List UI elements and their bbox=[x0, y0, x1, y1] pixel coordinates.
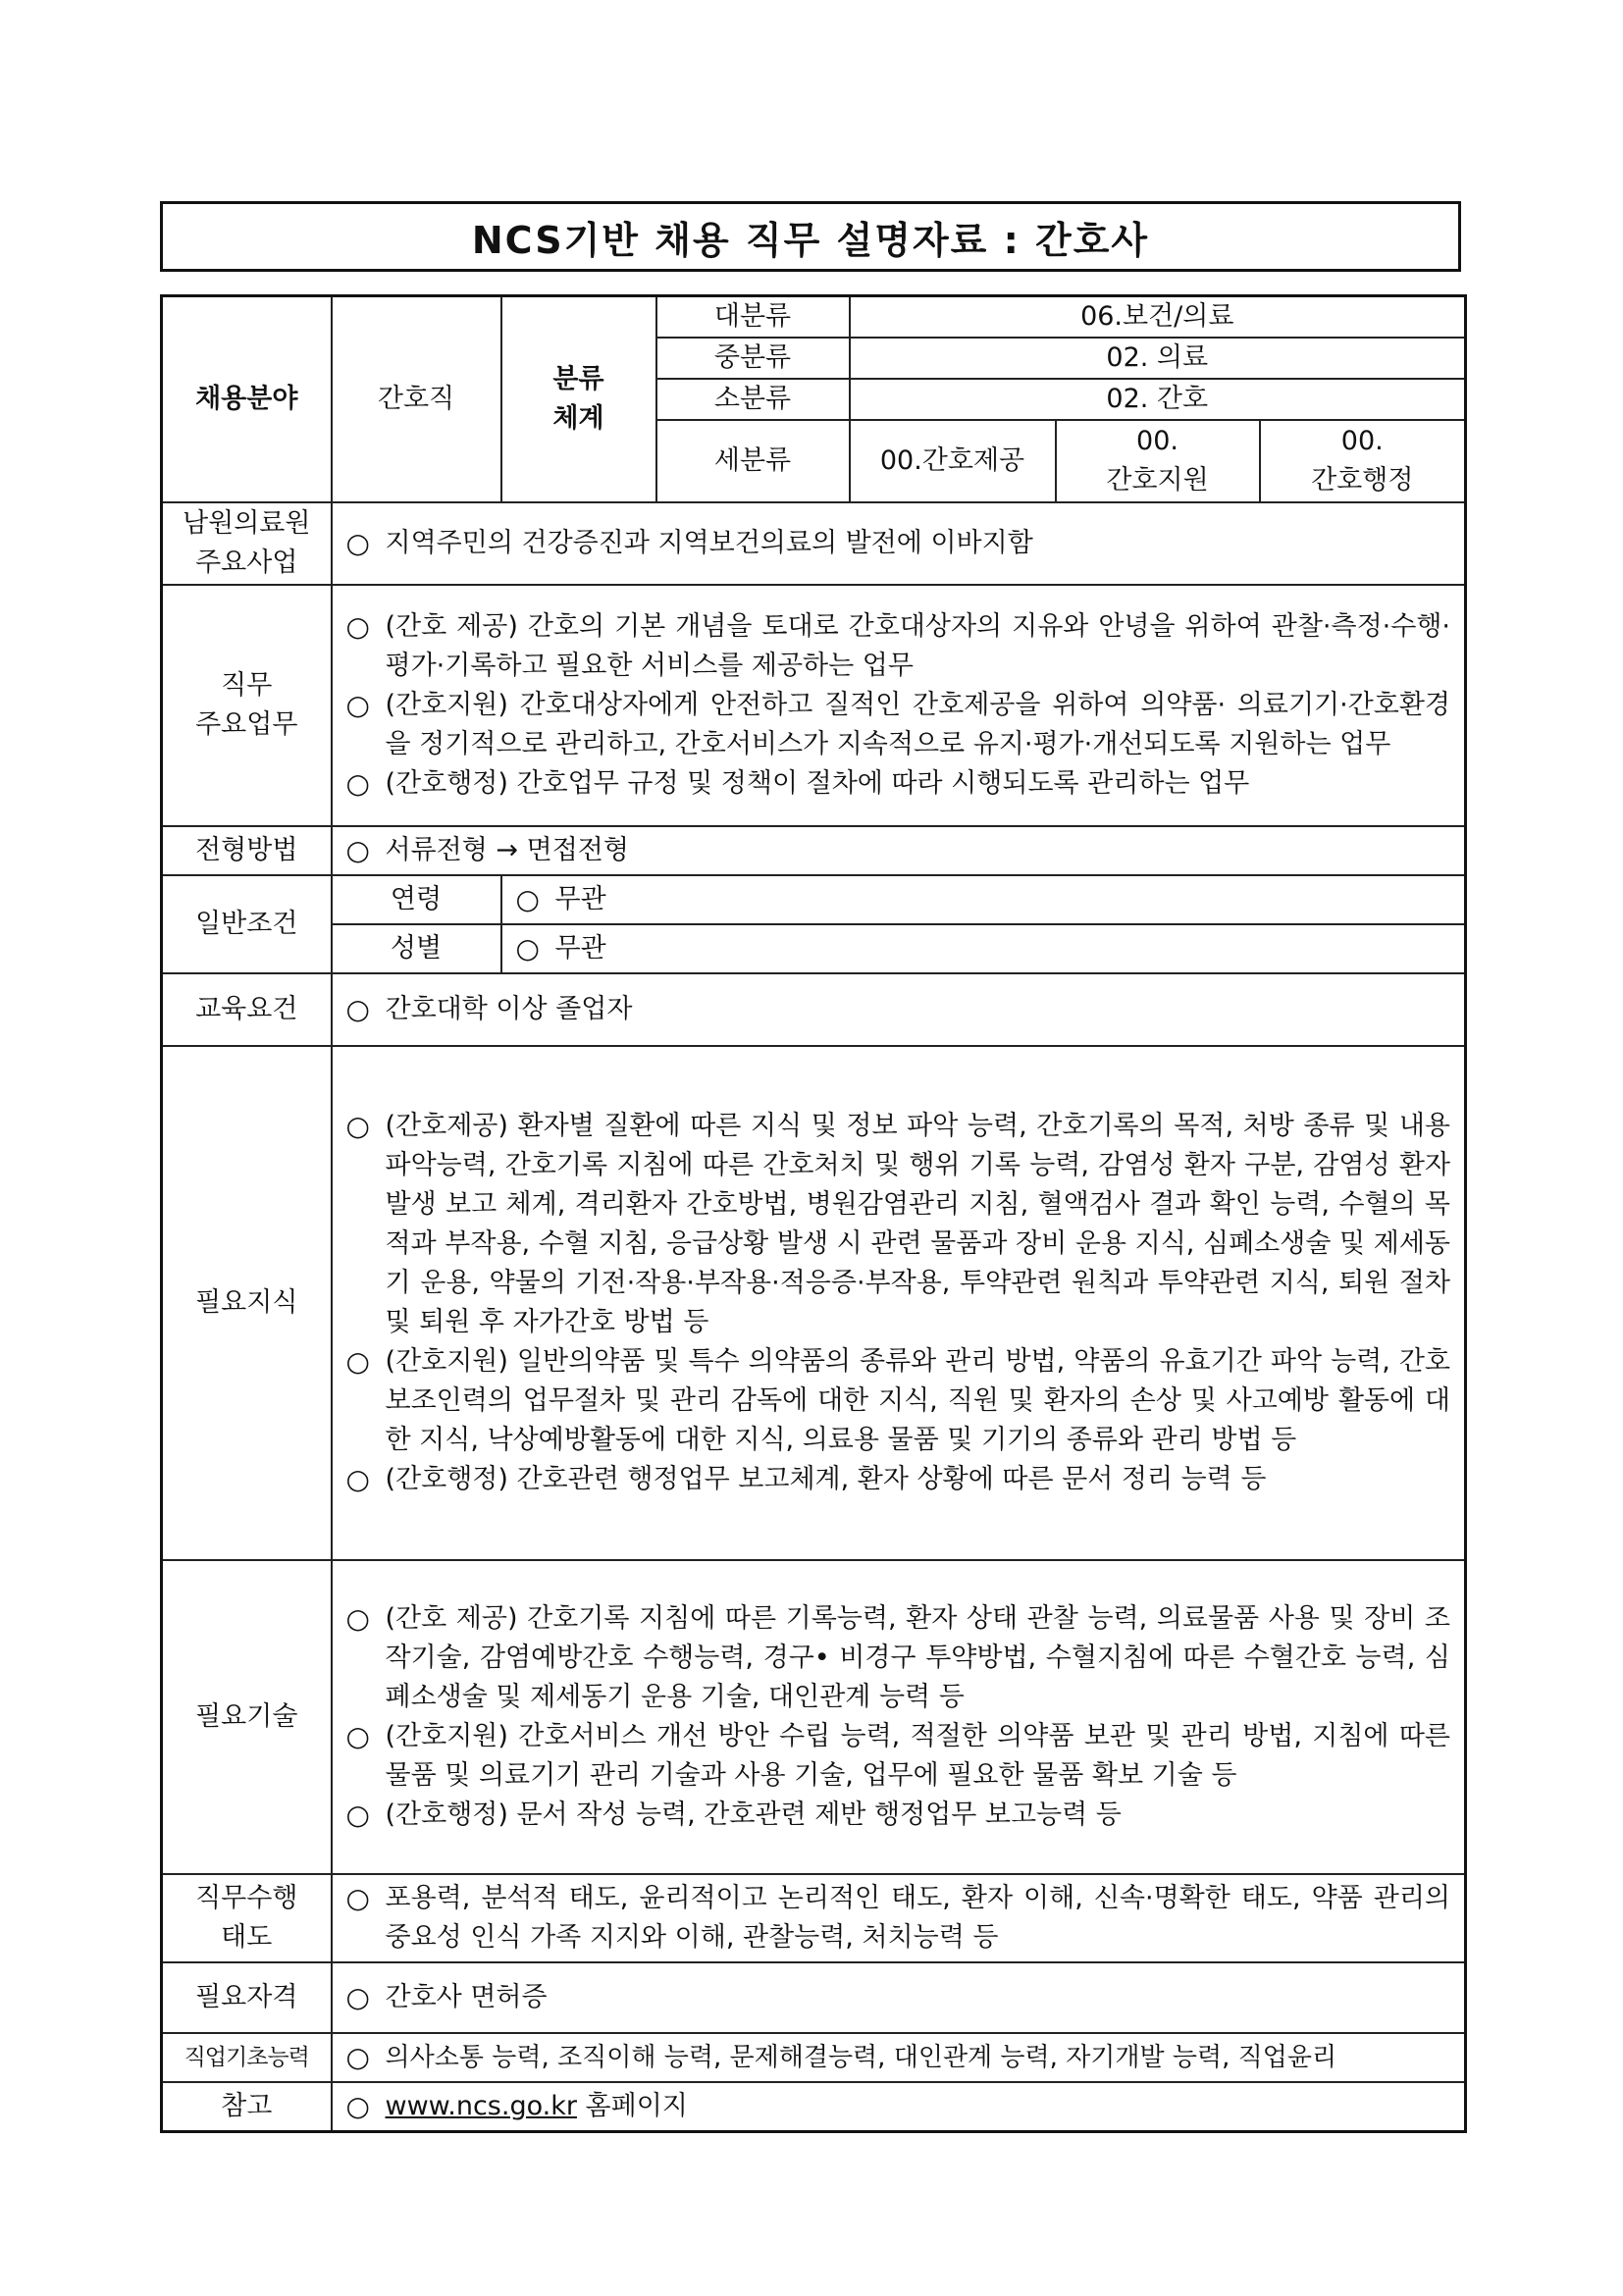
bullet-icon: ○ bbox=[345, 1799, 370, 1831]
list-item: ○ (간호지원) 간호대상자에게 안전하고 질적인 간호제공을 위하여 의약품· 의료기기·간호환경을 정기적으로 관리하고, 간호서비스가 지속적으로 유지·평가·개선되도록 지원하는 업무 bbox=[346, 686, 1451, 764]
bullet-icon: ○ bbox=[345, 1720, 370, 1752]
bullet-icon: ○ bbox=[345, 993, 370, 1025]
bullet-icon: ○ bbox=[345, 689, 370, 721]
general-conditions-label: 일반조건 bbox=[162, 875, 332, 973]
bullet-icon: ○ bbox=[345, 1981, 370, 2013]
bullet-icon: ○ bbox=[345, 1882, 370, 1914]
selection-label: 전형방법 bbox=[162, 826, 332, 875]
bullet-icon: ○ bbox=[345, 610, 370, 643]
list-item: ○ (간호행정) 간호관련 행정업무 보고체계, 환자 상황에 따른 문서 정리 능력 등 bbox=[346, 1460, 1451, 1499]
age-value: ○ 무관 bbox=[501, 875, 1466, 924]
sub-class-label: 세분류 bbox=[656, 420, 850, 502]
bullet-icon: ○ bbox=[345, 1463, 370, 1495]
reference-label: 참고 bbox=[162, 2082, 332, 2132]
classification-system-label: 분류 체계 bbox=[501, 296, 656, 503]
duties-content bbox=[332, 585, 1466, 826]
sub-class-nursing-support: 00. 간호지원 bbox=[1056, 420, 1260, 502]
attitude-label: 직무수행 태도 bbox=[162, 1874, 332, 1962]
selection-content: ○ 서류전형 → 면접전형 bbox=[332, 826, 1466, 875]
list-item: ○ (간호지원) 일반의약품 및 특수 의약품의 종류와 관리 방법, 약품의 유효기간 파악 능력, 간호보조인력의 업무절차 및 관리 감독에 대한 지식, 직원 및 환자의 손상 및 사고예방 활동에 대한 지식, 낙상예방활동에 대한 지식, 의료용 물품 및 기기의 종류와 관리 방법 등 bbox=[346, 1342, 1451, 1460]
sub-class-nursing-provision: 00.간호제공 bbox=[850, 420, 1056, 502]
bullet-icon: ○ bbox=[345, 1110, 370, 1142]
ncs-website-link[interactable]: www.ncs.go.kr bbox=[385, 2091, 577, 2121]
bullet-icon: ○ bbox=[345, 2041, 370, 2073]
knowledge-label: 필요지식 bbox=[162, 1046, 332, 1560]
attitude-content: ○ 포용력, 분석적 태도, 윤리적이고 논리적인 태도, 환자 이해, 신속·명확한 태도, 약품 관리의 중요성 인식 가족 지지와 이해, 관찰능력, 처치능력 등 bbox=[332, 1874, 1466, 1962]
basic-competency-label: 직업기초능력 bbox=[162, 2033, 332, 2082]
reference-content bbox=[332, 2082, 1466, 2132]
bullet-icon: ○ bbox=[345, 1345, 370, 1378]
list-item: ○ (간호행정) 간호업무 규정 및 정책이 절차에 따라 시행되도록 관리하는 업무 bbox=[346, 764, 1451, 804]
sub-class-nursing-admin: 00. 간호행정 bbox=[1260, 420, 1466, 502]
list-item: ○ (간호제공) 환자별 질환에 따른 지식 및 정보 파악 능력, 간호기록의 목적, 처방 종류 및 내용 파악능력, 간호기록 지침에 따른 간호처치 및 행위 기록 능력, 감염성 환자 구분, 감염성 환자 발생 보고 체계, 격리환자 간호방법, 병원감염관리 지침, 혈액검사 결과 확인 능력, 수혈의 목적과 부작용, 수혈 지침, 응급상황 발생 시 관련 물품과 장비 운용 지식, 심폐소생술 및 제세동기 운용, 약물의 기전·작용·부작용·적응증·부작용, 투약관련 원칙과 투약관련 지식, 퇴원 절차 및 퇴원 후 자가간호 방법 등 bbox=[346, 1107, 1451, 1342]
bullet-icon: ○ bbox=[345, 2090, 370, 2122]
license-content: ○ 간호사 면허증 bbox=[332, 1962, 1466, 2033]
bullet-icon: ○ bbox=[345, 1602, 370, 1635]
education-label: 교육요건 bbox=[162, 973, 332, 1046]
education-content: ○ 간호대학 이상 졸업자 bbox=[332, 973, 1466, 1046]
duties-label: 직무 주요업무 bbox=[162, 585, 332, 826]
knowledge-content bbox=[332, 1046, 1466, 1560]
bullet-icon: ○ bbox=[345, 767, 370, 800]
recruit-field-value: 간호직 bbox=[332, 296, 501, 503]
license-label: 필요자격 bbox=[162, 1962, 332, 2033]
skills-content bbox=[332, 1560, 1466, 1874]
middle-class-label: 중분류 bbox=[656, 338, 850, 379]
recruit-field-label: 채용분야 bbox=[162, 296, 332, 503]
major-class-value: 06.보건/의료 bbox=[850, 296, 1466, 339]
bullet-icon: ○ bbox=[515, 883, 540, 915]
reference-suffix: 홈페이지 bbox=[576, 2091, 688, 2121]
list-item: ○ (간호행정) 문서 작성 능력, 간호관련 제반 행정업무 보고능력 등 bbox=[346, 1796, 1451, 1835]
age-label: 연령 bbox=[332, 875, 501, 924]
bullet-icon: ○ bbox=[345, 834, 370, 866]
minor-class-value: 02. 간호 bbox=[850, 379, 1466, 420]
main-business-label: 남원의료원 주요사업 bbox=[162, 502, 332, 585]
middle-class-value: 02. 의료 bbox=[850, 338, 1466, 379]
skills-label: 필요기술 bbox=[162, 1560, 332, 1874]
bullet-icon: ○ bbox=[345, 527, 370, 559]
gender-value: ○ 무관 bbox=[501, 924, 1466, 973]
bullet-icon: ○ bbox=[515, 932, 540, 965]
minor-class-label: 소분류 bbox=[656, 379, 850, 420]
list-item: ○ (간호 제공) 간호의 기본 개념을 토대로 간호대상자의 지유와 안녕을 위하여 관찰·측정·수행·평가·기록하고 필요한 서비스를 제공하는 업무 bbox=[346, 607, 1451, 686]
job-description-table bbox=[160, 294, 1467, 2133]
list-item: ○ (간호지원) 간호서비스 개선 방안 수립 능력, 적절한 의약품 보관 및 관리 방법, 지침에 따른 물품 및 의료기기 관리 기술과 사용 기술, 업무에 필요한 물품 확보 기술 등 bbox=[346, 1717, 1451, 1796]
list-item: ○ (간호 제공) 간호기록 지침에 따른 기록능력, 환자 상태 관찰 능력, 의료물품 사용 및 장비 조작기술, 감염예방간호 수행능력, 경구• 비경구 투약방법, 수혈지침에 따른 수혈간호 능력, 심폐소생술 및 제세동기 운용 기술, 대인관계 능력 등 bbox=[346, 1599, 1451, 1717]
major-class-label: 대분류 bbox=[656, 296, 850, 339]
main-business-content: ○ 지역주민의 건강증진과 지역보건의료의 발전에 이바지함 bbox=[332, 502, 1466, 585]
basic-competency-content: ○ 의사소통 능력, 조직이해 능력, 문제해결능력, 대인관계 능력, 자기개발 능력, 직업윤리 bbox=[332, 2033, 1466, 2082]
gender-label: 성별 bbox=[332, 924, 501, 973]
page-title: NCS기반 채용 직무 설명자료 : 간호사 bbox=[160, 201, 1461, 272]
